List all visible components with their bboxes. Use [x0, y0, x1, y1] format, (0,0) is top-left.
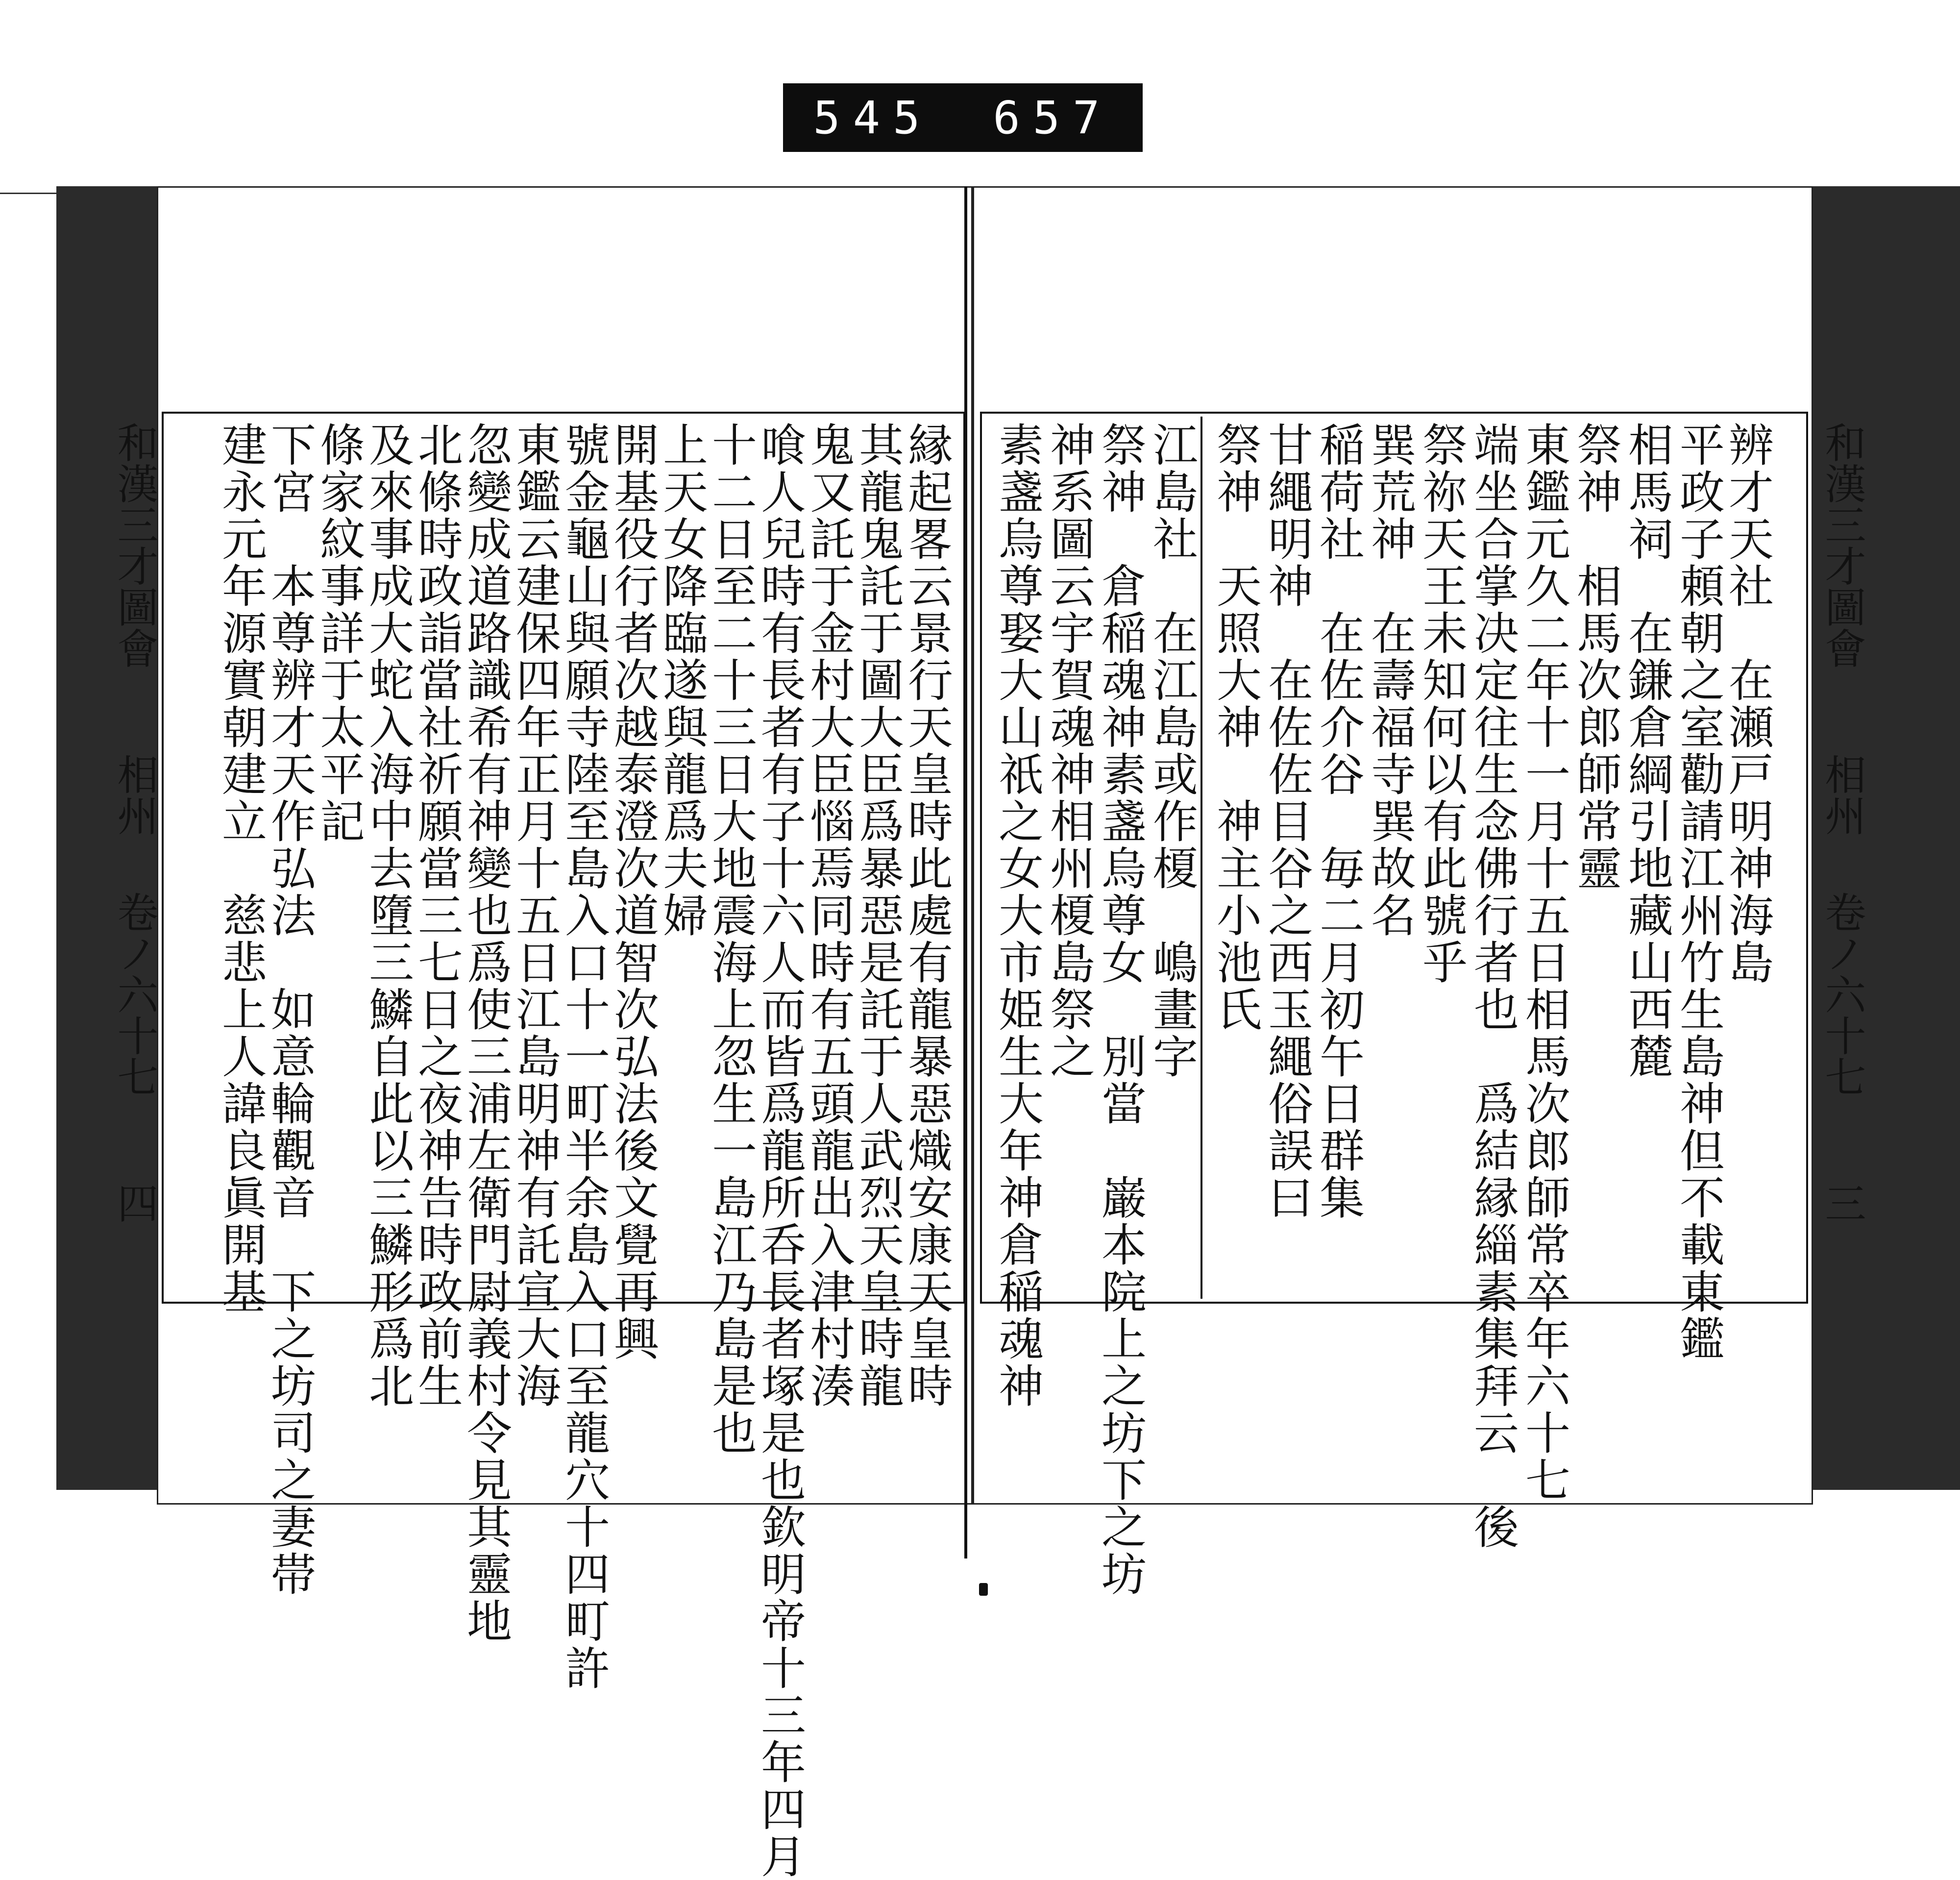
text-column: 東鑑元久二年十一月十五日相馬次郎師常卒年六十七 — [1518, 421, 1570, 1504]
text-column: 巽荒神 在壽福寺巽故名 — [1364, 421, 1416, 939]
text-column: 相馬祠 在鎌倉綱引地藏山西麓 — [1621, 421, 1673, 1080]
archive-number-right: 657 — [993, 91, 1113, 144]
text-column: 其龍鬼託于圖大臣爲暴惡是託于人武烈天皇時龍 — [852, 421, 904, 1410]
right-margin-province: 相州 — [1818, 753, 1866, 836]
left-margin-title: 和漢三才圖會 — [111, 421, 159, 668]
archive-number-label — [783, 83, 1143, 152]
text-column: 下宮 本尊辨才天作弘法 如意輪觀音 下之坊司之妻帯 — [264, 421, 316, 1598]
text-column: 祭神 倉稲魂神素盞烏尊女 別當 巌本院上之坊下之坊 — [1094, 421, 1147, 1598]
text-column: 祭神 相馬次郎師常靈 — [1569, 421, 1622, 892]
text-column: 號金龜山與願寺陸至島入口十一町半余島入口至龍穴十四町許 — [558, 421, 610, 1692]
right-margin-title: 和漢三才圖會 — [1818, 421, 1866, 668]
text-column: 東鑑云建保四年正月十五日江島明神有託宣大海 — [509, 421, 561, 1410]
text-column: 喰人兒時有長者有子十六人而皆爲龍所呑長者塚是也欽明帝十三年四月 — [754, 421, 806, 1880]
text-column: 忽變成道路識希有神變也爲使三浦左衛門尉義村令見其靈地 — [460, 421, 512, 1645]
text-column: 素盞烏尊娶大山祇之女大市姫生大年神倉稲魂神 — [991, 421, 1044, 1410]
text-column: 及來事成大蛇入海中去墮三鱗自此以三鱗形爲北 — [362, 421, 414, 1410]
text-column: 平政子頼朝之室勸請江州竹生島神但不載東鑑 — [1672, 421, 1725, 1362]
text-column: 稲荷社 在佐介谷 毎二月初午日群集 — [1312, 421, 1365, 1221]
left-margin-volume: 卷ノ六十七 — [111, 891, 159, 1097]
text-column: 鬼又託于金村大臣惱焉同時有五頭龍出入津村湊 — [803, 421, 855, 1410]
scan-mark — [979, 1583, 988, 1596]
text-column: 條家紋事詳于太平記 — [313, 421, 365, 845]
text-column: 辨才天社 在瀬戸明神海島 — [1721, 421, 1774, 986]
left-margin-province: 相州 — [111, 753, 159, 836]
text-column: 建永元年源實朝建立 慈悲上人諱良眞開基 — [215, 421, 267, 1315]
right-margin — [1813, 421, 1872, 1255]
text-column: 江島社 在江島或作榎 嶋畫字 — [1146, 421, 1198, 1080]
right-margin-page: 三 — [1818, 1182, 1866, 1224]
text-column: 祭神 天照大神 神主小池氏 — [1209, 421, 1262, 1033]
text-column: 開基役行者次越泰澄次道智次弘法後文覺再興 — [607, 421, 659, 1362]
text-column: 北條時政詣當社祈願當三七日之夜神告時政前生 — [411, 421, 463, 1410]
archive-number-left: 545 — [813, 91, 933, 144]
text-column: 上天女降臨遂與龍爲夫婦 — [656, 421, 708, 939]
left-margin — [105, 421, 165, 1255]
right-margin-volume: 卷ノ六十七 — [1818, 891, 1866, 1097]
text-column: 十二日至二十三日大地震海上忽生一島江乃島是也 — [705, 421, 757, 1457]
text-column: 甘繩明神 在佐佐目谷之西玉繩俗誤曰 — [1261, 421, 1313, 1221]
text-column: 神系圖云宇賀魂神相州榎島祭之 — [1043, 421, 1095, 1080]
column-rule — [1200, 417, 1202, 1299]
text-column: 縁起畧云景行天皇時此處有龍暴惡熾安康天皇時 — [901, 421, 953, 1410]
left-margin-page: 四 — [111, 1182, 159, 1224]
text-column: 端坐合掌决定往生念佛行者也 爲結縁緇素集拜云 後 — [1467, 421, 1519, 1551]
text-column: 祭祢天王未知何以有此號乎 — [1415, 421, 1468, 986]
